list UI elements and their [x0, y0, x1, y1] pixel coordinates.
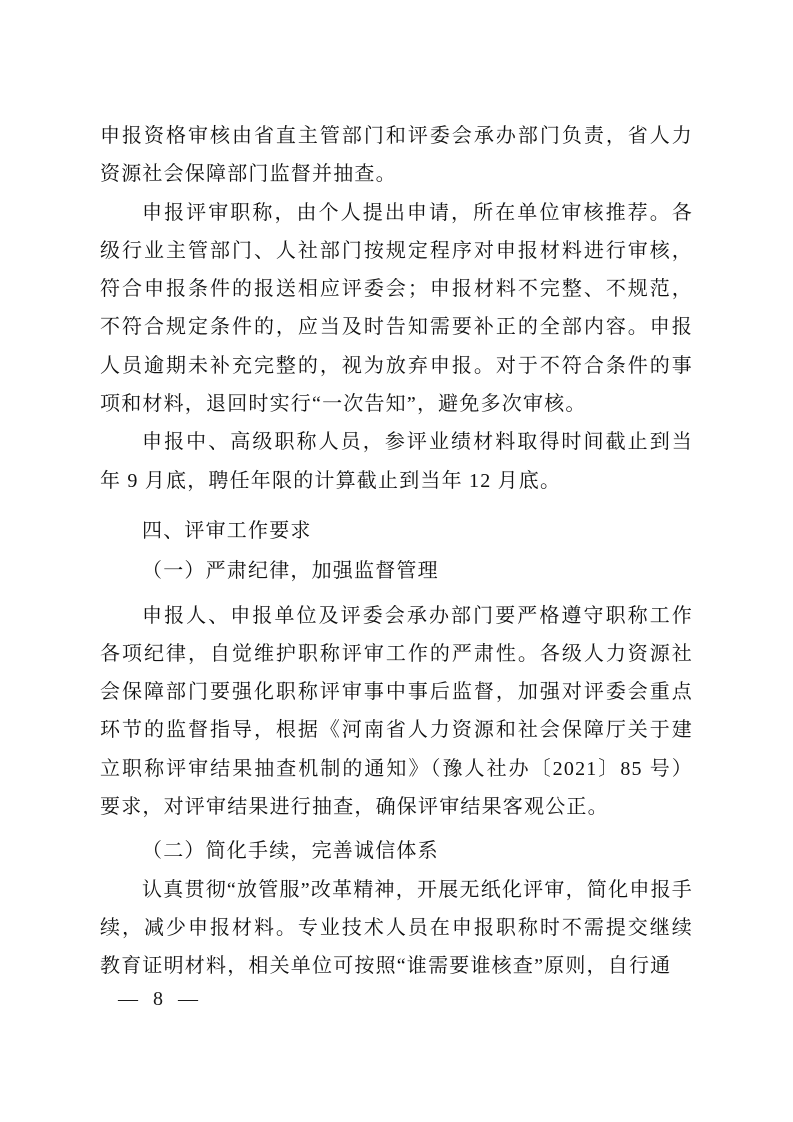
paragraph-material-deadline: 申报中、高级职称人员，参评业绩材料取得时间截止到当年 9 月底，聘任年限的计算截止到当年 12 月底。	[100, 431, 693, 492]
paragraph-discipline-supervision: 申报人、申报单位及评委会承办部门要严格遵守职称工作各项纪律，自觉维护职称评审工作的严肃性。各级人力资源社会保障部门要强化职称评审事中事后监督，加强对评委会重点环节的监督指导，根据《河南省人力资源和社会保障厅关于建立职称评审结果抽查机制的通知》（豫人社办〔2021〕85 号）要求，对评审结果进行抽查，确保评审结果客观公正。	[100, 604, 693, 819]
subsection-heading-simplify-procedures: （二）简化手续，完善诚信体系	[142, 840, 439, 863]
section-heading-review-requirements: 四、评审工作要求	[142, 519, 312, 542]
paragraph-intro-continuation: 申报资格审核由省直主管部门和评委会承办部门负责，省人力资源社会保障部门监督并抽查。	[100, 125, 693, 186]
page-number: — 8 —	[118, 987, 203, 1010]
paragraph-simplify-procedures: 认真贯彻“放管服”改革精神，开展无纸化评审，简化申报手续，减少申报材料。专业技术人员在申报职称时不需提交继续教育证明材料，相关单位可按照“谁需要谁核查”原则，自行通	[100, 878, 693, 978]
paragraph-application-process: 申报评审职称，由个人提出申请，所在单位审核推荐。各级行业主管部门、人社部门按规定程序对申报材料进行审核，符合申报条件的报送相应评委会；申报材料不完整、不规范，不符合规定条件的，应当及时告知需要补正的全部内容。申报人员逾期未补充完整的，视为放弃申报。对于不符合条件的事项和材料，退回时实行“一次告知”，避免多次审核。	[100, 201, 693, 416]
subsection-heading-discipline: （一）严肃纪律，加强监督管理	[142, 560, 439, 583]
document-body	[100, 117, 693, 986]
